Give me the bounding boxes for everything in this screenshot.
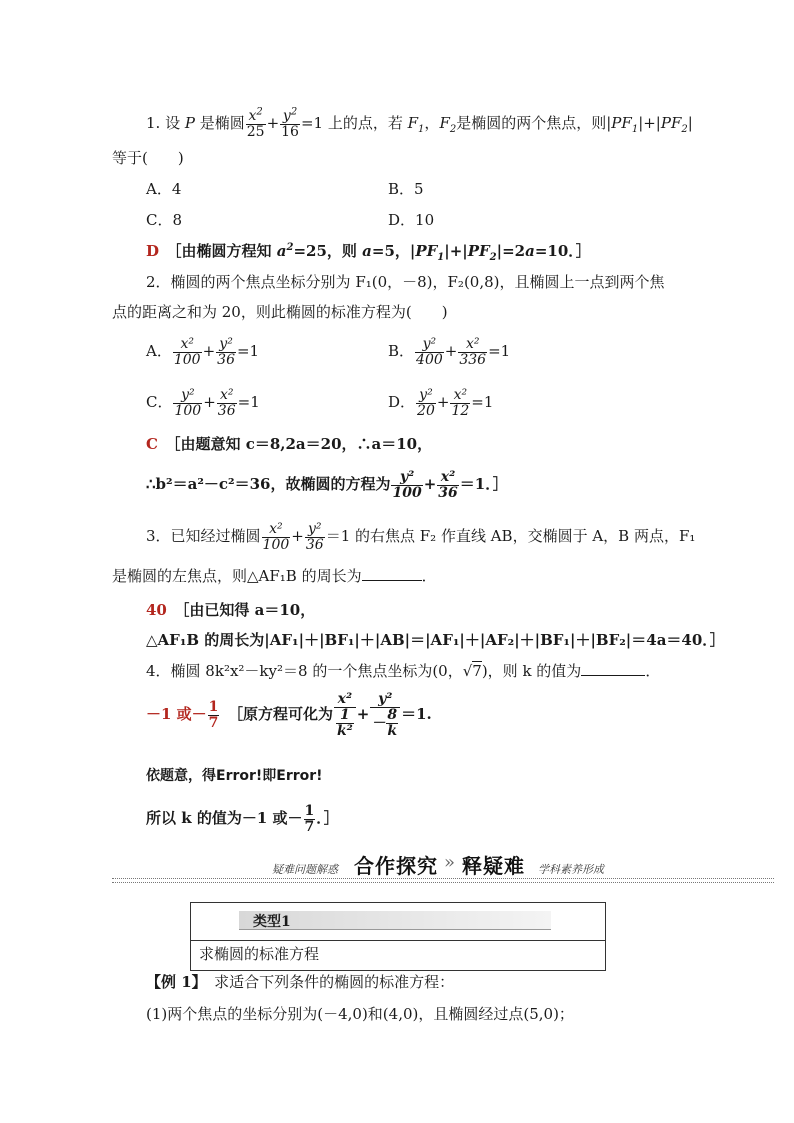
n: x² — [173, 337, 202, 353]
var: $PF_1$ — [415, 242, 445, 263]
n: x² — [450, 388, 470, 404]
t: ． — [645, 662, 661, 680]
d: 36 — [217, 351, 235, 368]
example-line — [146, 972, 454, 992]
answer-value: 40 — [146, 601, 167, 619]
box-divider — [191, 940, 605, 941]
frac-den: 16 — [281, 123, 299, 140]
fraction — [217, 388, 237, 419]
text: 是椭圆的两个焦点，则| — [456, 114, 612, 132]
n: x² — [458, 337, 487, 353]
pf2: $PF_2$ — [660, 114, 688, 135]
type-title: 求椭圆的标准方程 — [199, 945, 320, 963]
q2-option-d: D． $\frac{\text{y²}}{20}$ + $\frac{\text{x²}}{12}$ =1 — [388, 386, 494, 419]
fraction — [416, 388, 436, 419]
t: =10．］ — [534, 242, 591, 260]
d: 100 — [173, 351, 201, 368]
t: )，则 k 的值为 — [481, 662, 582, 680]
text: |+| — [638, 114, 661, 132]
fraction — [450, 388, 470, 419]
q1-option-a: A．4 — [146, 180, 182, 198]
t: ∴b²＝a²－c²＝36，故椭圆的方程为 — [146, 475, 391, 493]
q3-answer-line1 — [146, 600, 315, 620]
label: D． — [388, 393, 416, 411]
fraction — [458, 337, 487, 368]
n: x² — [334, 692, 356, 708]
n: y² — [415, 337, 444, 353]
var: a — [362, 242, 372, 260]
n: y² — [416, 388, 436, 404]
answer-letter: D — [146, 242, 160, 260]
d: 36 — [217, 402, 236, 419]
banner-right: 学科素养形成 — [538, 863, 604, 876]
t: y — [282, 107, 291, 124]
t: ［原方程可化为 — [235, 705, 333, 723]
q2-line1: 2．椭圆的两个焦点坐标分别为 F₁(0，－8)，F₂(0,8)，且椭圆上一点到两个焦 — [146, 273, 665, 291]
q4-last-line — [146, 800, 339, 836]
n: 1 — [208, 698, 219, 715]
fraction — [386, 708, 398, 739]
t: ［由题意知 c＝8,2a＝20，∴a＝10， — [172, 435, 433, 453]
banner-title: 合作探究 — [354, 854, 438, 878]
var: a — [525, 242, 535, 260]
t: 所以 k 的值为－1 或－ — [146, 809, 303, 827]
n: y² — [305, 522, 325, 538]
sqrt-value: 7 — [472, 662, 482, 680]
n: x² — [437, 470, 458, 486]
q2-line2: 点的距离之和为 20，则此椭圆的标准方程为( ) — [112, 303, 448, 321]
example-item1: (1)两个焦点的坐标分别为(－4,0)和(4,0)，且椭圆经过点(5,0)； — [146, 1005, 574, 1023]
n: y² — [391, 470, 422, 486]
fraction — [246, 105, 266, 140]
t: =25，则 — [293, 242, 363, 260]
t: |=2 — [496, 242, 526, 260]
q1-option-b: B．5 — [388, 180, 424, 198]
banner-left: 疑难问题解惑 — [272, 863, 338, 876]
var-p: P — [184, 114, 195, 132]
type-box — [190, 902, 606, 971]
fraction — [173, 337, 202, 368]
d: － $\frac{8}{k}$ — [371, 706, 398, 739]
t: |+| — [444, 242, 468, 260]
d: k — [387, 722, 398, 739]
eq: =1 — [471, 393, 494, 411]
banner-arrow-icon: » — [444, 852, 456, 873]
d: 400 — [416, 351, 443, 368]
text: 是椭圆 — [194, 114, 245, 132]
answer-value — [146, 698, 220, 731]
t: ＝1 的右焦点 F₂ 作直线 AB，交椭圆于 A，B 两点，F₁ — [325, 527, 696, 545]
t: ＝1．］ — [459, 475, 508, 493]
q1-option-d: D．10 — [388, 211, 435, 229]
q1-answer — [146, 241, 591, 261]
fraction — [280, 105, 300, 140]
q4-answer: －1 或－ $\frac{1}{7}$ ［原方程可化为 $\frac{\text{x²}}{\frac{1}{\text{k²}}}$ + y² － $\frac{8}{k}$ ＝1. — [146, 690, 432, 739]
eq: =1 — [488, 342, 511, 360]
n: 1 — [304, 802, 315, 819]
q3-line1: 3．已知经过椭圆 $\frac{\text{x²}}{100}$ + $\frac{\text{y²}}{36}$ ＝1 的右焦点 F₂ 作直线 AB，交椭圆于 A，B 两点，F₁ — [146, 520, 696, 553]
q2-answer-line1 — [146, 434, 432, 454]
frac-den: 25 — [246, 123, 265, 140]
var: $a^2$ — [276, 242, 294, 260]
banner-title2: 释疑难 — [462, 854, 525, 878]
d: 36 — [305, 536, 324, 553]
eq: =1 — [236, 342, 260, 360]
fraction — [391, 470, 422, 501]
q4-error-line: 依题意，得Error!即Error! — [146, 768, 323, 784]
t: x — [248, 107, 257, 124]
n: y² — [370, 692, 400, 708]
var: $PF_2$ — [467, 242, 497, 263]
frac-num: $x^2$ — [246, 109, 266, 125]
n: y² — [173, 388, 202, 404]
d: 100 — [262, 536, 290, 553]
t: ［由椭圆方程知 — [174, 242, 277, 260]
fraction — [415, 337, 444, 368]
q3-answer-line2: △AF₁B 的周长为|AF₁|＋|BF₁|＋|AB|＝|AF₁|＋|AF₂|＋|BF₁|＋|BF₂|＝4a＝40．］ — [146, 631, 725, 649]
fraction — [370, 692, 400, 739]
fraction — [437, 470, 458, 501]
d: k² — [336, 722, 353, 739]
type-tab — [239, 911, 551, 930]
eq: =1 — [237, 393, 260, 411]
d — [334, 708, 356, 739]
answer-blank[interactable] — [362, 566, 422, 581]
t: ． — [421, 567, 437, 585]
text: | — [687, 114, 693, 132]
q2-answer-line2: ∴b²＝a²－c²＝36，故椭圆的方程为 $\frac{\text{y²}}{100}$ + $\frac{\text{x²}}{36}$ ＝1．］ — [146, 468, 508, 501]
fraction — [262, 522, 291, 553]
sqrt: √7 — [462, 662, 482, 680]
n: 8 — [387, 706, 398, 723]
fraction — [208, 700, 220, 731]
q2-option-b: B． $\frac{\text{y²}}{400}$ + $\frac{\text{x²}}{336}$ =1 — [388, 335, 511, 368]
frac-num: $y^2$ — [280, 109, 300, 125]
t: 是椭圆的左焦点，则△AF₁B 的周长为 — [112, 567, 362, 585]
t: 求适合下列条件的椭圆的标准方程： — [199, 973, 455, 991]
q1-line1: 1. 设 P 是椭圆 $\frac{x^2}{25}$ + $\frac{y^2}{16}$ =1 上的点，若 $F_1$，$F_2$是椭圆的两个焦点，则$|PF_1|+|PF_2|$ — [146, 105, 693, 140]
t: 3．已知经过椭圆 — [146, 527, 261, 545]
fraction — [173, 388, 202, 419]
n: x² — [217, 388, 237, 404]
example-label: 【例 1】 — [146, 973, 200, 991]
q2-option-c: C． $\frac{\text{y²}}{100}$ + $\frac{\text{x²}}{36}$ =1 — [146, 386, 260, 419]
d: 100 — [392, 484, 422, 501]
label: A． — [146, 342, 172, 360]
q3-line2 — [112, 566, 437, 586]
q4-line1 — [146, 661, 660, 681]
q1-line2: 等于( ) — [112, 149, 184, 167]
d: 7 — [208, 714, 219, 731]
n: x² — [262, 522, 291, 538]
d: 100 — [174, 402, 202, 419]
t: 4．椭圆 8k²x²－ky²＝8 的一个焦点坐标为(0， — [146, 662, 463, 680]
d: 20 — [417, 402, 435, 419]
t: =5，| — [371, 242, 416, 260]
n: y² — [216, 337, 236, 353]
banner-divider — [112, 878, 774, 883]
fraction — [305, 522, 325, 553]
label: B． — [388, 342, 415, 360]
d: 12 — [451, 402, 470, 419]
t: ．］ — [316, 809, 339, 827]
answer-blank[interactable] — [581, 661, 645, 676]
d: 336 — [459, 351, 487, 368]
fraction — [216, 337, 236, 368]
text: 1. 设 — [146, 114, 185, 132]
q2-option-a: A． $\frac{\text{x²}}{100}$ + $\frac{\text{y²}}{36}$ =1 — [146, 335, 260, 368]
t: －1 或－ — [146, 705, 207, 723]
answer-letter: C — [146, 435, 158, 453]
fraction — [334, 692, 356, 739]
d: 36 — [438, 484, 458, 501]
fraction — [336, 708, 354, 739]
d: 7 — [304, 818, 315, 835]
type-tab-label: 类型1 — [253, 914, 291, 930]
q1-option-c: C．8 — [146, 211, 183, 229]
n: 1 — [336, 708, 354, 724]
text: =1 上的点，若 — [300, 114, 408, 132]
plus: + — [266, 114, 280, 132]
label: C． — [146, 393, 173, 411]
f2: $F_2$ — [439, 114, 457, 135]
pf1: $PF_1$ — [611, 114, 639, 135]
t: ＝1. — [401, 705, 432, 723]
f1: $F_1$ — [407, 114, 425, 135]
t: ［由已知得 a＝10， — [181, 601, 316, 619]
fraction — [304, 804, 316, 835]
